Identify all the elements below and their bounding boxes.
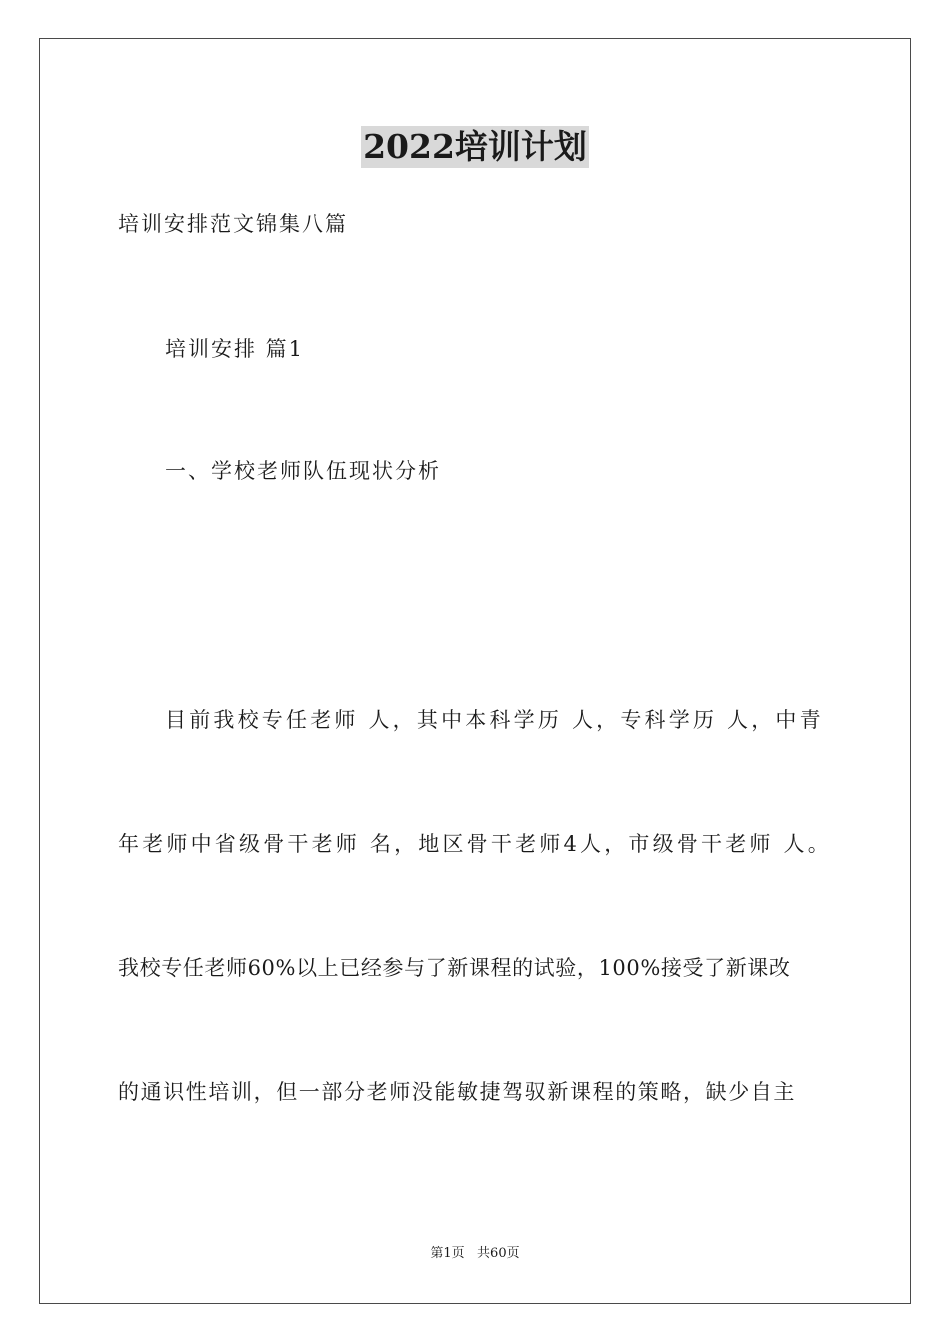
paragraph-line: 的通识性培训，但一部分老师没能敏捷驾驭新课程的策略，缺少自主	[118, 1080, 796, 1104]
document-subtitle: 培训安排范文锦集八篇	[118, 212, 348, 236]
paragraph-line: 目前我校专任老师 人，其中本科学历 人，专科学历 人，中青	[165, 708, 824, 732]
document-title: 2022培训计划	[363, 127, 587, 166]
title-container	[0, 126, 950, 168]
section-heading: 一、学校老师队伍现状分析	[165, 459, 441, 483]
section-label: 培训安排 篇1	[165, 337, 305, 361]
paragraph-line: 年老师中省级骨干老师 名，地区骨干老师4人，市级骨干老师 人。	[118, 832, 832, 856]
page-number-footer: 第1页 共60页	[430, 1246, 520, 1261]
paragraph-line: 我校专任老师60%以上已经参与了新课程的试验，100%接受了新课改	[118, 956, 791, 980]
